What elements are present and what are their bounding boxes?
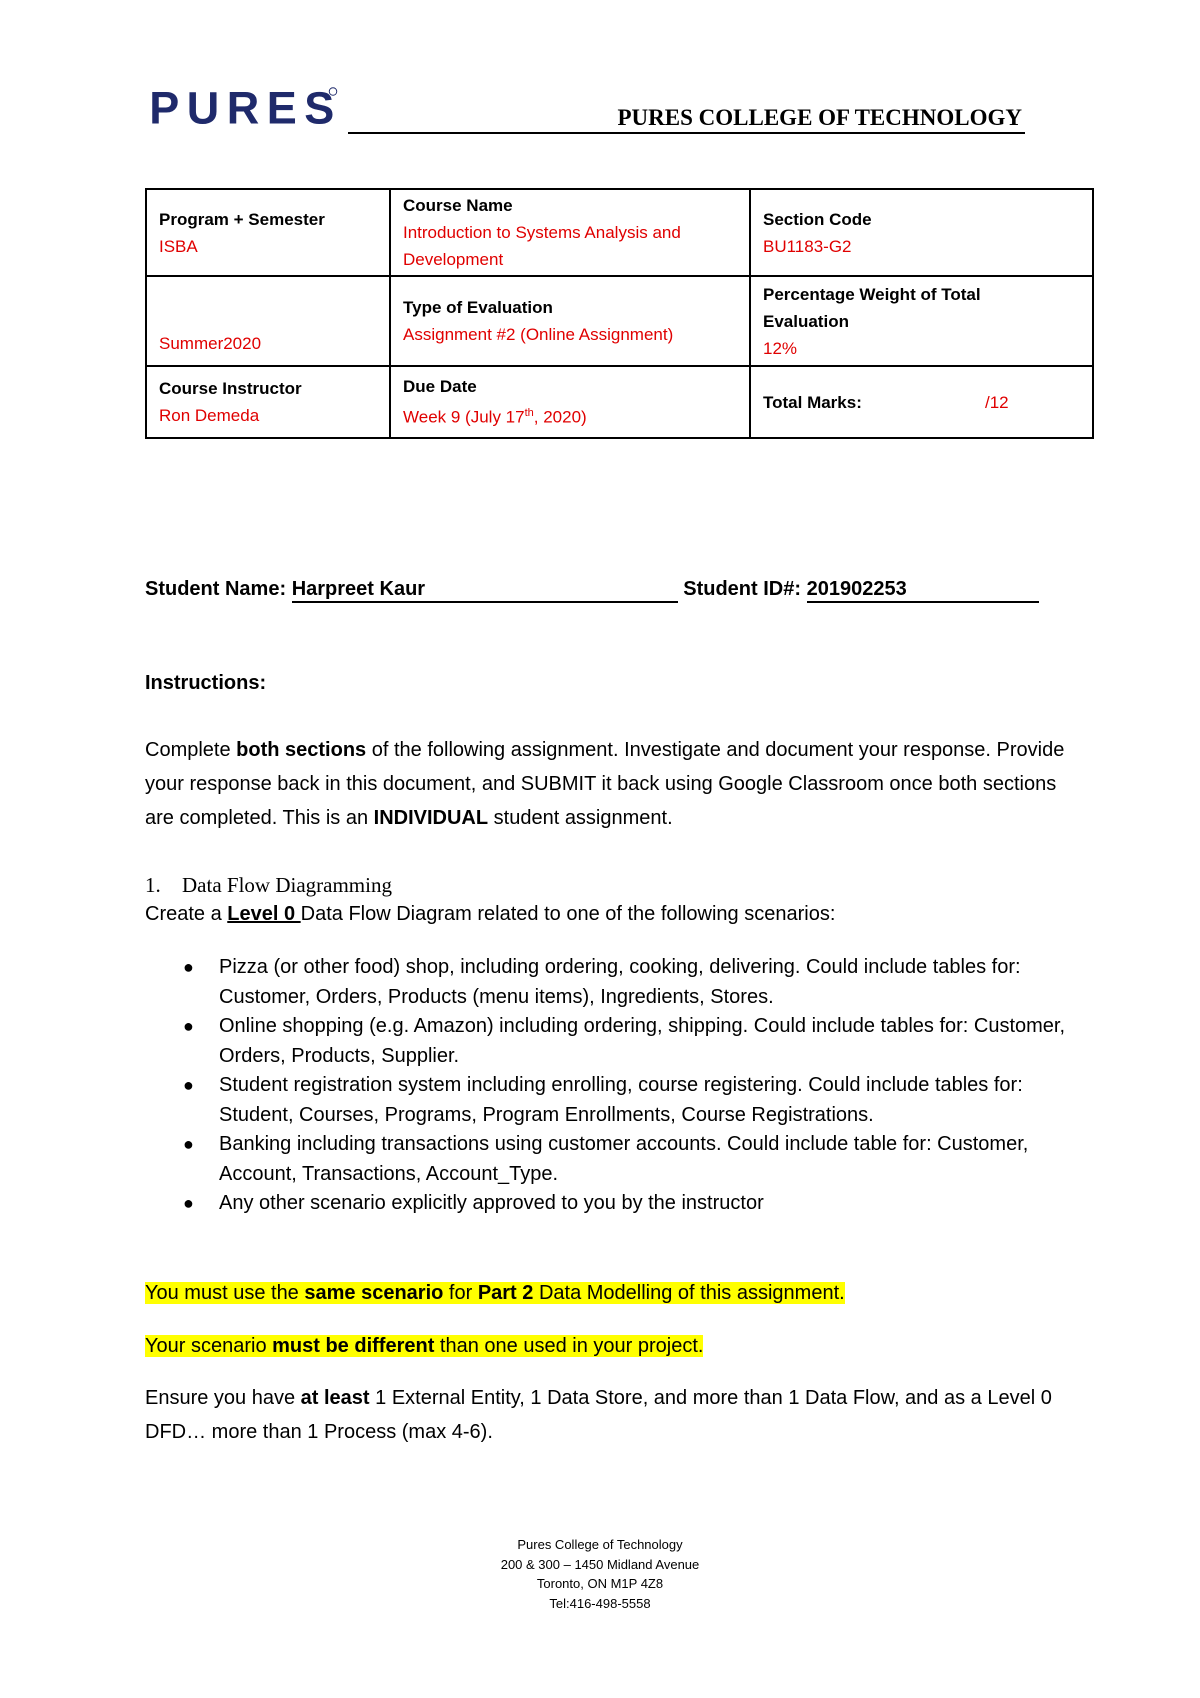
total-marks-label: Total Marks:: [763, 392, 862, 412]
bullet-icon: ●: [183, 1075, 194, 1095]
section-value: BU1183-G2: [763, 236, 852, 256]
section-number: 1.: [145, 873, 161, 897]
course-cell: [390, 189, 750, 276]
list-item: ● Pizza (or other food) shop, including ordering, cooking, delivering. Could include tables for: Customer, Orders, Products (menu items), Ingredients, Stores.: [145, 953, 1075, 1012]
instructor-cell: [146, 366, 390, 438]
bullet-icon: ●: [183, 1134, 194, 1154]
student-line: [145, 575, 1060, 603]
section-label: Section Code: [763, 209, 872, 229]
college-name: PURES COLLEGE OF TECHNOLOGY: [348, 104, 1025, 134]
student-name-label: Student Name:: [145, 578, 287, 600]
instructions-heading: Instructions:: [145, 672, 267, 694]
course-value: Introduction to Systems Analysis and Development: [403, 223, 681, 269]
same-scenario-note: You must use the same scenario for Part 2 Data Modelling of this assignment.: [145, 1282, 845, 1304]
footer-address: 200 & 300 – 1450 Midland Avenue: [500, 1556, 700, 1572]
total-marks-value: /12: [985, 392, 1009, 412]
list-item: ● Banking including transactions using customer accounts. Could include table for: Customer, Account, Transactions, Account_Type.: [145, 1130, 1075, 1189]
pures-logo: [143, 84, 343, 129]
instructions-paragraph: Complete both sections of the following assignment. Investigate and document your response. Provide your response back in this document, and SUBMIT it back using Google Classroom once both sections are completed. This is an INDIVIDUAL student assignment.: [145, 739, 1065, 829]
bullet-icon: ●: [183, 1193, 194, 1213]
eval-type-value: Assignment #2 (Online Assignment): [403, 325, 674, 344]
weight-label: Percentage Weight of Total Evaluation: [763, 284, 981, 331]
course-label: Course Name: [403, 196, 513, 215]
list-item: ● Online shopping (e.g. Amazon) including ordering, shipping. Could include tables for: Customer, Orders, Products, Supplier.: [145, 1012, 1075, 1071]
list-item: ● Any other scenario explicitly approved to you by the instructor: [145, 1189, 1075, 1219]
bullet-icon: ●: [183, 957, 194, 977]
program-cell: [146, 189, 390, 276]
section-title: Data Flow Diagramming: [182, 873, 392, 897]
footer-city: Toronto, ON M1P 4Z8: [536, 1576, 664, 1591]
student-id-value: 201902253: [807, 577, 1039, 603]
footer-college: Pures College of Technology: [517, 1537, 683, 1552]
student-name-value: Harpreet Kaur: [292, 577, 678, 603]
svg-text:PURES: PURES: [149, 84, 342, 129]
weight-cell: [750, 276, 1093, 366]
requirements-paragraph: Ensure you have at least 1 External Entity, 1 Data Store, and more than 1 Data Flow, and as a Level 0 DFD… more than 1 Process (max 4-6).: [145, 1387, 1052, 1443]
create-instruction: Create a Level 0 Data Flow Diagram related to one of the following scenarios:: [145, 903, 836, 925]
eval-type-label: Type of Evaluation: [403, 298, 553, 317]
instructor-label: Course Instructor: [159, 379, 302, 398]
different-scenario-note: Your scenario must be different than one used in your project.: [145, 1335, 704, 1357]
total-marks-cell: [750, 366, 1093, 438]
due-date-label: Due Date: [403, 377, 477, 397]
program-value: ISBA: [159, 236, 198, 256]
instructor-value: Ron Demeda: [159, 406, 260, 425]
weight-value: 12%: [763, 338, 798, 358]
semester-value: Summer2020: [159, 334, 262, 353]
bullet-icon: ●: [183, 1016, 194, 1036]
page-footer: [0, 1535, 1200, 1613]
list-item: ● Student registration system including enrolling, course registering. Could include tables for: Student, Courses, Programs, Program Enrollments, Course Registrations.: [145, 1071, 1075, 1130]
scenario-list: [145, 953, 1075, 1219]
due-date-cell: [390, 366, 750, 438]
course-info-table: [145, 188, 1094, 439]
student-id-label: Student ID#:: [683, 578, 802, 600]
section-heading: [145, 871, 392, 899]
semester-cell: [146, 276, 390, 366]
section-cell: [750, 189, 1093, 276]
program-label: Program + Semester: [159, 209, 325, 229]
footer-phone: Tel:416-498-5558: [549, 1595, 651, 1611]
eval-type-cell: [390, 276, 750, 366]
due-date-value: Week 9 (July 17th, 2020): [403, 407, 587, 427]
